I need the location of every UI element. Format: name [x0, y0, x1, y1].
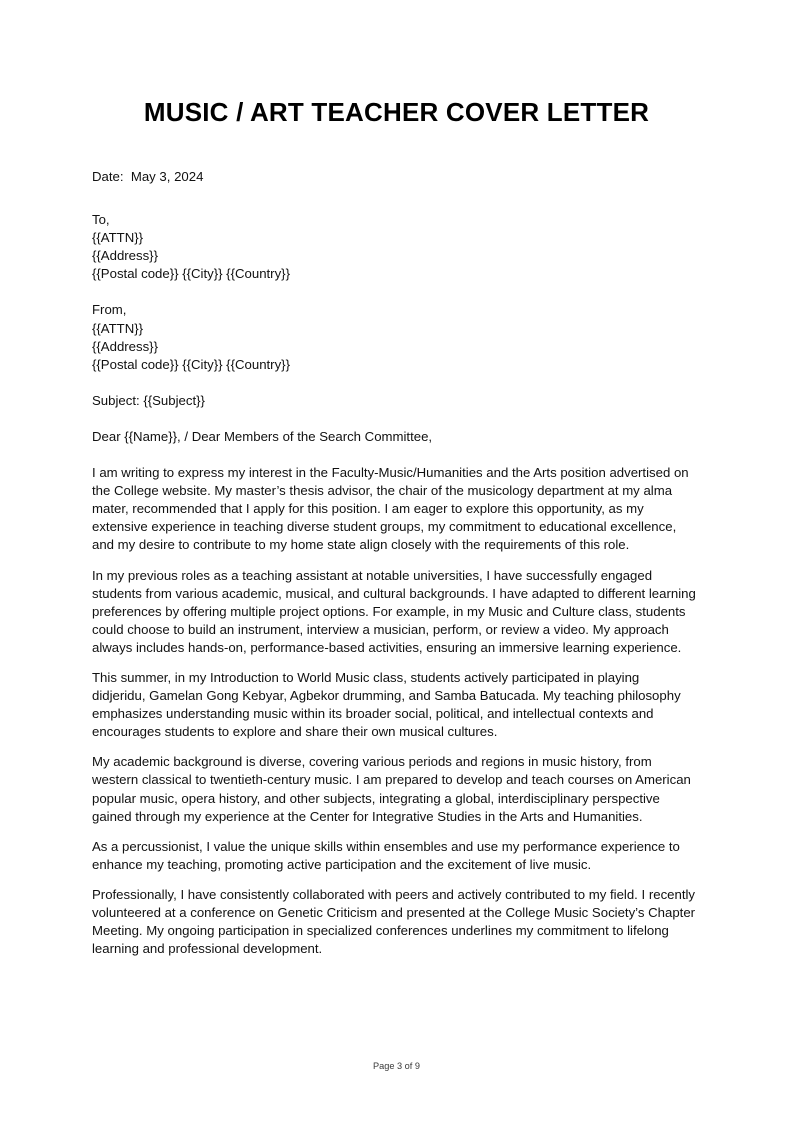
spacer-after-from-block: [92, 374, 696, 392]
page-footer: Page 3 of 9: [373, 1061, 420, 1071]
paragraph-spacer: [92, 555, 696, 567]
body-paragraph: I am writing to express my interest in the Faculty-Music/Humanities and the Arts position advertised on the College website. My master’s thesis advisor, the chair of the musicology department at my alma mater, recommended that I apply for this position. I am eager to explore this opportunity, as my extensive experience in teaching diverse student groups, my commitment to educational excellence, and my desire to contribute to my home state align closely with the requirements of this role.: [92, 465, 689, 553]
body-paragraph: As a percussionist, I value the unique skills within ensembles and use my performance experience to enhance my teaching, promoting active participation and the excitement of live music.: [92, 838, 680, 872]
date-line: Date: May 3, 2024: [92, 169, 204, 184]
letter-body: [92, 168, 696, 958]
body-paragraph: My academic background is diverse, covering various periods and regions in music history, from western classical to twentieth-century music. I am prepared to develop and teach courses on American popular music, opera history, and other subjects, integrating a global, interdisciplinary perspective gained through my experience at the Center for Integrative Studies in the Arts and Humanities.: [92, 754, 691, 824]
paragraph-spacer: [92, 874, 696, 886]
salutation-line: Dear {{Name}}, / Dear Members of the Search Committee,: [92, 428, 433, 444]
body-paragraph: In my previous roles as a teaching assistant at notable universities, I have successfully engaged students from various academic, musical, and cultural backgrounds. I have adapted to different learning preferences by offering multiple project options. For example, in my Music and Culture class, students could choose to build an instrument, interview a musician, perform, or review a video. My approach always includes hands-on, performance-based activities, ensuring an immersive learning experience.: [92, 567, 696, 655]
to-city-line: {{Postal code}} {{City}} {{Country}}: [92, 266, 290, 282]
body-paragraph: This summer, in my Introduction to World Music class, students actively participated in playing didjeridu, Gamelan Gong Kebyar, Agbekor drumming, and Samba Batucada. My teaching philosophy emphasizes understanding music within its broader social, political, and intellectual contexts and encourages students to explore and share their own musical cultures.: [92, 669, 681, 740]
paragraph-spacer: [92, 741, 696, 753]
spacer-after-to-block: [92, 283, 696, 301]
subject-line: Subject: {{Subject}}: [92, 392, 205, 408]
page-title: MUSIC / ART TEACHER COVER LETTER: [143, 97, 650, 127]
from-attn: {{ATTN}}: [92, 320, 144, 336]
sender-address-block: [92, 301, 696, 373]
spacer-after-date: [92, 186, 696, 211]
spacer-after-subject: [92, 410, 696, 428]
body-paragraph: Professionally, I have consistently collaborated with peers and actively contributed to my field. I recently volunteered at a conference on Genetic Criticism and presented at the College Music Society’s Chapter Meeting. My ongoing participation in specialized conferences underlines my commitment to lifelong learning and professional development.: [92, 886, 696, 957]
spacer-after-salutation: [92, 446, 696, 464]
paragraph-spacer: [92, 657, 696, 669]
from-label: From,: [92, 302, 127, 318]
from-city-line: {{Postal code}} {{City}} {{Country}}: [92, 356, 290, 372]
to-attn: {{ATTN}}: [92, 230, 144, 246]
recipient-address-block: [92, 211, 696, 283]
paragraph-spacer: [92, 826, 696, 838]
from-address: {{Address}}: [92, 338, 158, 354]
to-address: {{Address}}: [92, 248, 158, 264]
to-label: To,: [92, 212, 110, 228]
